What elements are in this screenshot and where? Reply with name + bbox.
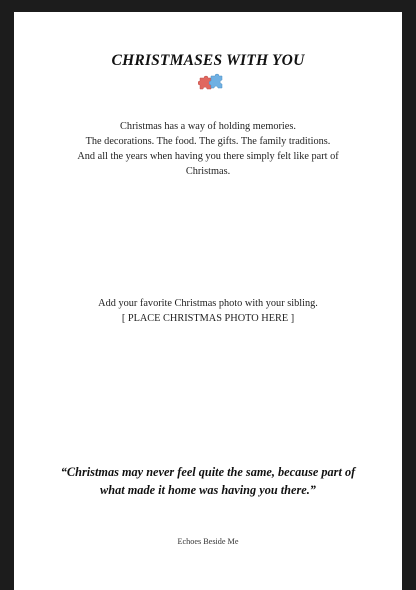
intro-line: And all the years when having you there simply felt like part of — [77, 151, 339, 162]
quote-line: “Christmas may never feel quite the same, because part of — [60, 465, 356, 479]
photo-instruction: Add your favorite Christmas photo with your sibling. — [98, 298, 318, 309]
puzzle-pieces-icon — [198, 72, 224, 92]
footer-brand: Echoes Beside Me — [177, 537, 239, 546]
photo-placeholder-label: [ PLACE CHRISTMAS PHOTO HERE ] — [121, 313, 295, 324]
intro-line: Christmas has a way of holding memories. — [120, 121, 296, 132]
photo-placeholder — [54, 296, 362, 326]
intro-line: The decorations. The food. The gifts. The family traditions. — [85, 136, 331, 147]
quote-block — [44, 463, 372, 499]
quote-line: what made it home was having you there.” — [100, 483, 316, 497]
document-page — [14, 12, 402, 590]
intro-paragraph — [70, 119, 346, 179]
puzzle-piece-blue — [209, 74, 222, 88]
intro-line: Christmas. — [185, 166, 231, 177]
page-title: CHRISTMASES WITH YOU — [111, 52, 305, 69]
